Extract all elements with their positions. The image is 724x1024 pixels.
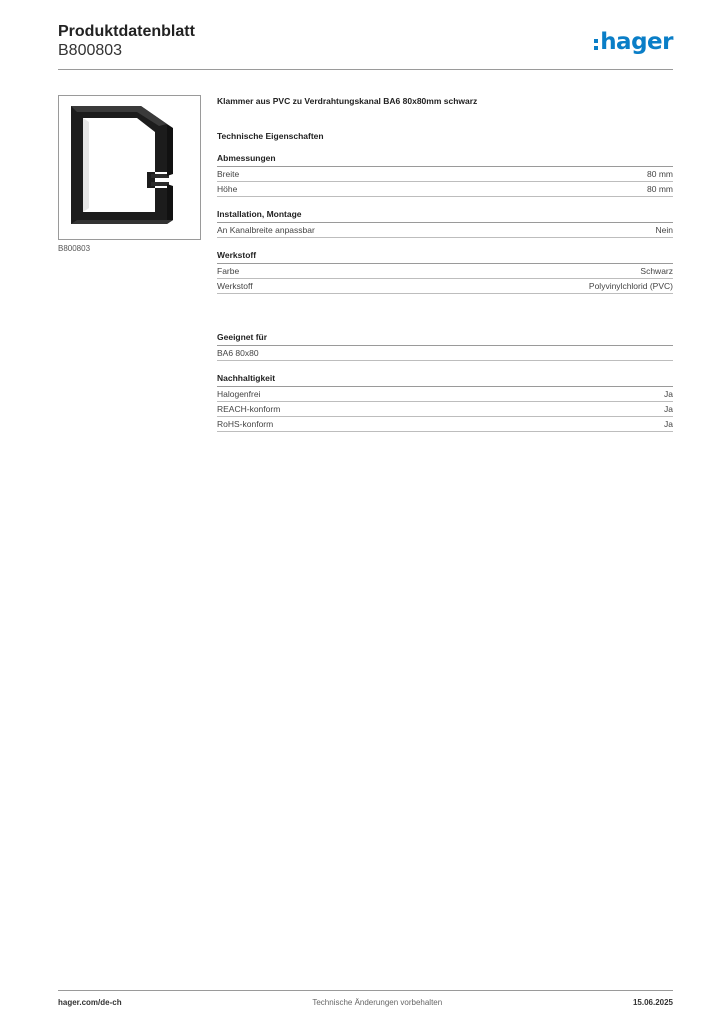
section-sustainability [217, 372, 673, 432]
section-title: Nachhaltigkeit [217, 372, 673, 387]
hager-logo [594, 28, 673, 56]
logo-text: hager [600, 29, 673, 55]
table-row [217, 346, 673, 361]
row-value: Ja [664, 419, 673, 429]
row-value: Ja [664, 389, 673, 399]
table-row [217, 167, 673, 182]
row-label: Farbe [217, 266, 240, 276]
document-title: Produktdatenblatt [58, 23, 195, 40]
tech-properties-heading: Technische Eigenschaften [217, 131, 324, 141]
document-footer [58, 990, 673, 1007]
footer-website-link[interactable]: hager.com/de-ch [58, 998, 122, 1007]
row-label: REACH-konform [217, 404, 281, 414]
row-value: Schwarz [640, 266, 673, 276]
cable-clip-icon [59, 96, 200, 239]
row-label: BA6 80x80 [217, 348, 259, 358]
footer-notice: Technische Änderungen vorbehalten [312, 998, 443, 1007]
table-row [217, 387, 673, 402]
footer-date: 15.06.2025 [632, 998, 673, 1007]
image-caption: B800803 [58, 244, 91, 253]
product-description: Klammer aus PVC zu Verdrahtungskanal BA6 80x80mm schwarz [217, 96, 478, 106]
table-row [217, 182, 673, 197]
row-value: Polyvinylchlorid (PVC) [588, 281, 673, 291]
row-value: 80 mm [647, 184, 673, 194]
document-subtitle: B800803 [58, 42, 123, 59]
row-value: Nein [655, 225, 673, 235]
row-value: 80 mm [647, 169, 673, 179]
document-header [58, 22, 673, 70]
table-row [217, 402, 673, 417]
table-row [217, 223, 673, 238]
row-label: Breite [217, 169, 240, 179]
section-material [217, 249, 673, 294]
row-label: RoHS-konform [217, 419, 274, 429]
product-image [58, 95, 201, 240]
section-title: Werkstoff [217, 249, 673, 264]
section-suitable-for [217, 331, 673, 361]
section-installation [217, 208, 673, 238]
section-title: Installation, Montage [217, 208, 673, 223]
row-label: Höhe [217, 184, 238, 194]
table-row [217, 279, 673, 294]
logo-dots-icon [594, 39, 598, 50]
table-row [217, 264, 673, 279]
row-label: Halogenfrei [217, 389, 261, 399]
row-label: An Kanalbreite anpassbar [217, 225, 315, 235]
row-value: Ja [664, 404, 673, 414]
section-title: Geeignet für [217, 331, 673, 346]
section-dimensions [217, 152, 673, 197]
section-title: Abmessungen [217, 152, 673, 167]
table-row [217, 417, 673, 432]
row-label: Werkstoff [217, 281, 253, 291]
product-details [217, 95, 673, 432]
